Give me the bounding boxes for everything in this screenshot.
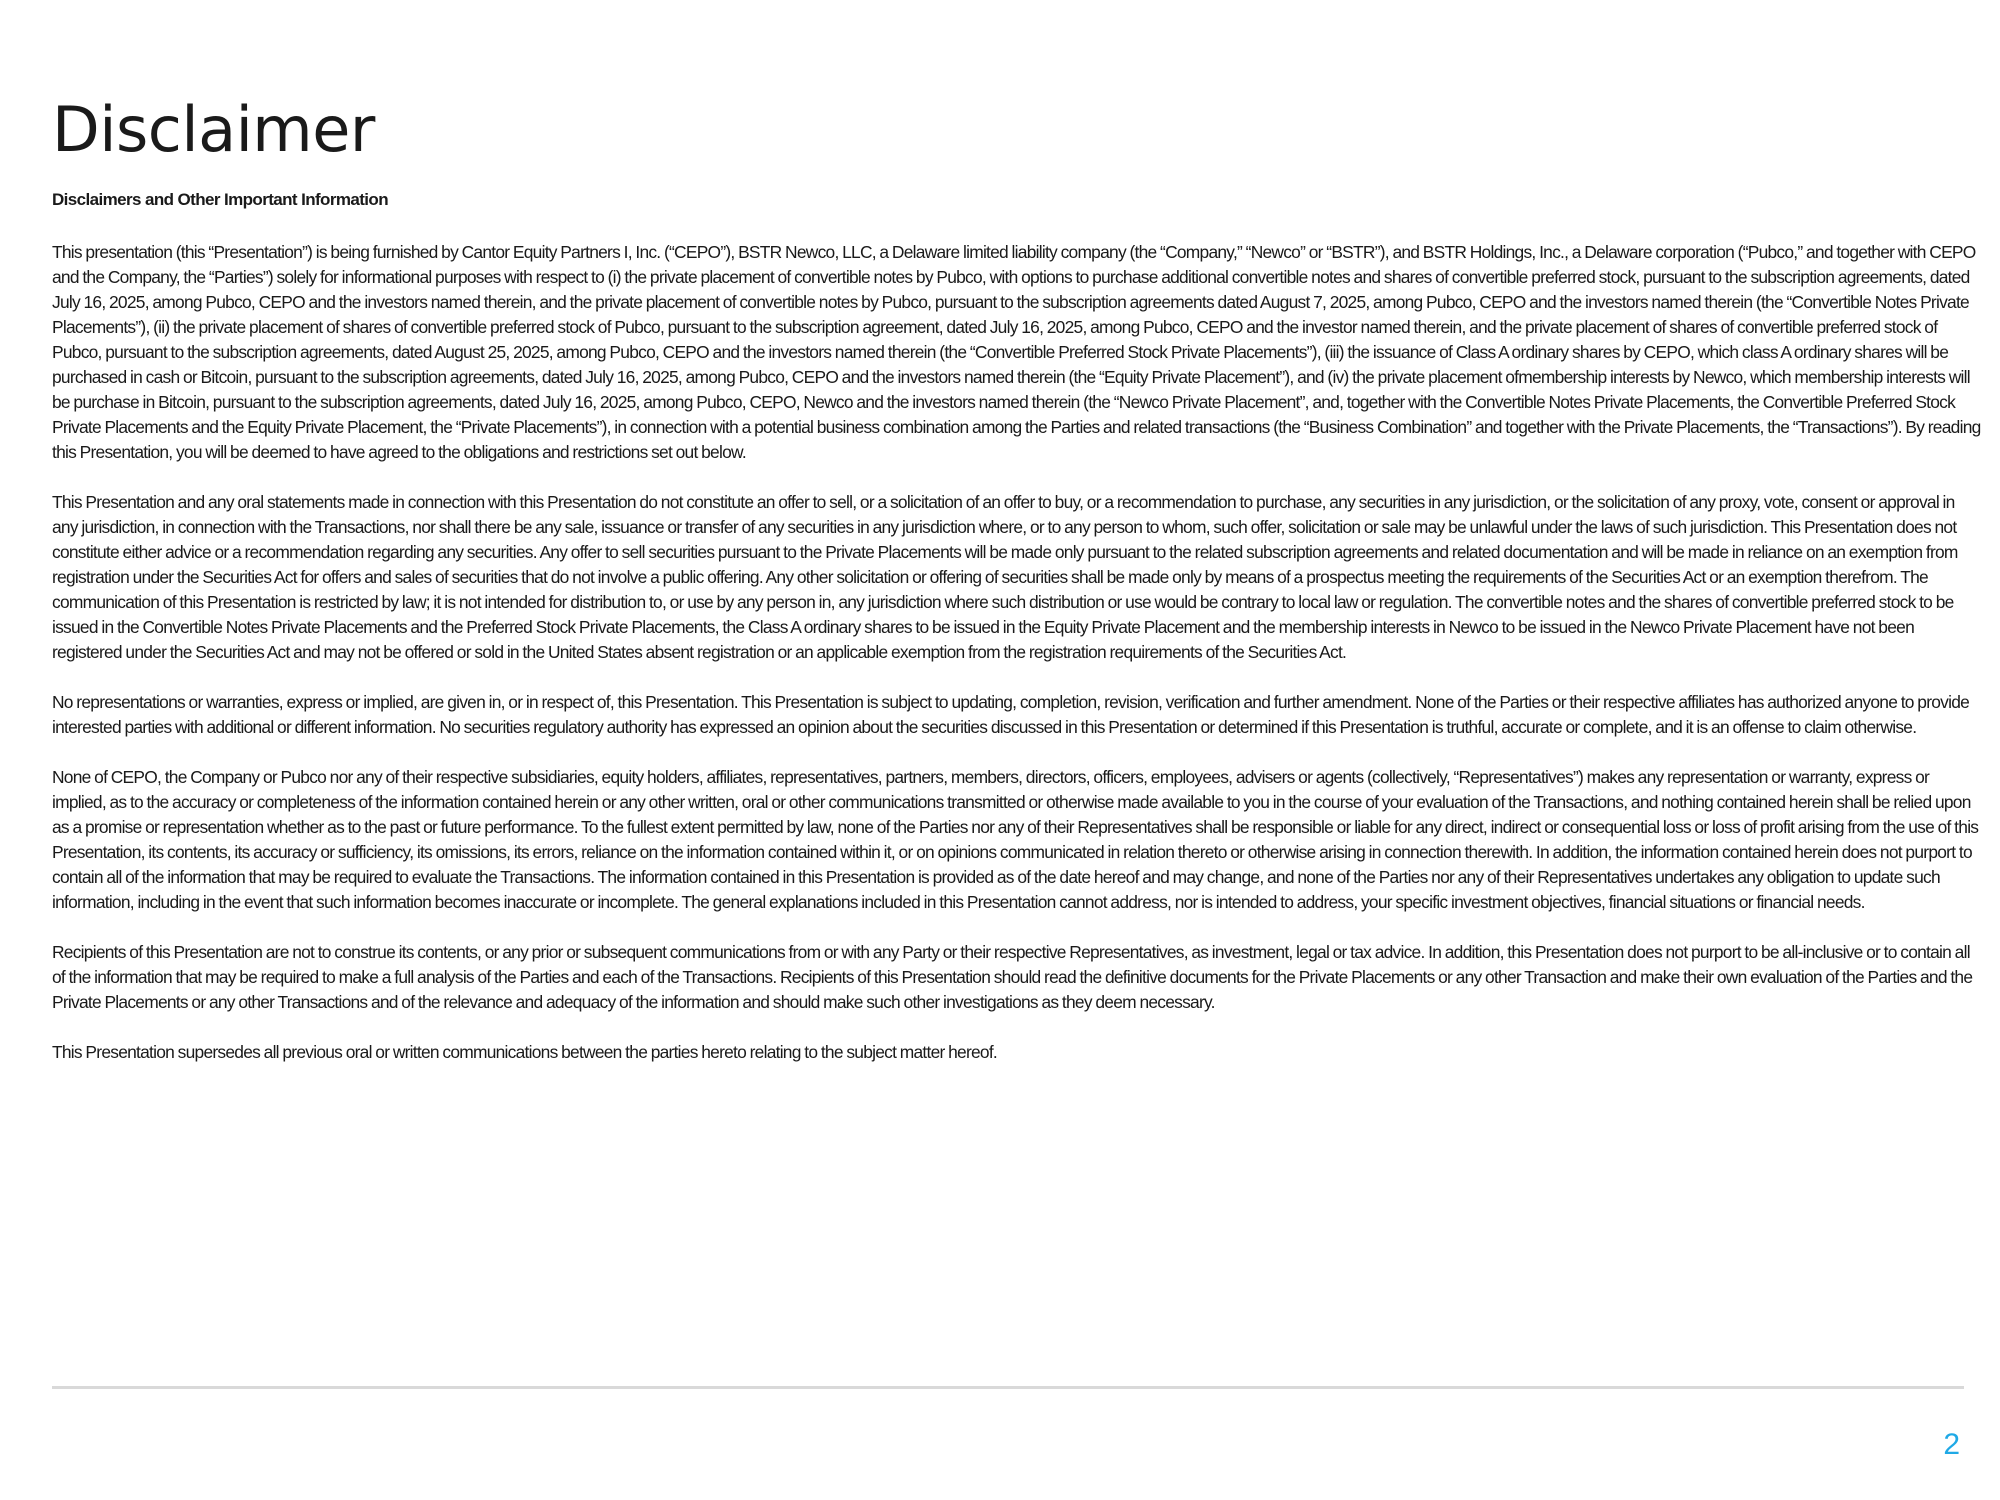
section-heading: Disclaimers and Other Important Information bbox=[52, 190, 388, 209]
paragraph-no-representations: No representations or warranties, express or implied, are given in, or in respect of, this Presentation. This Presentation is subject to updating, completion, revision, verification and further amendment. None of the Parties or their respective affiliates has authorized anyone to provide interested parties with additional or different information. No securities regulatory authority has expressed an opinion about the securities discussed in this Presentation or determined if this Presentation is truthful, accurate or complete, and it is an offense to claim otherwise. bbox=[52, 692, 1970, 737]
disclaimer-body bbox=[52, 240, 1982, 1090]
paragraph-supersedes: This Presentation supersedes all previous oral or written communications between the parties hereto relating to the subject matter hereof. bbox=[52, 1042, 998, 1062]
footer-divider bbox=[52, 1386, 1964, 1389]
paragraph-transactions: This presentation (this “Presentation”) is being furnished by Cantor Equity Partners I, Inc. (“CEPO”), BSTR Newco, LLC, a Delaware limited liability company (the “Company,” “Newco” or “BSTR”), and BSTR Holdings, Inc., a Delaware corporation (“Pubco,” and together with CEPO and the Company, the “Parties”) solely for informational purposes with respect to (i) the private placement of convertible notes by Pubco, with options to purchase additional convertible notes and shares of convertible preferred stock, pursuant to the subscription agreements, dated July 16, 2025, among Pubco, CEPO and the investors named therein, and the private placement of convertible notes by Pubco, pursuant to the subscription agreements dated August 7, 2025, among Pubco, CEPO and the investors named therein (the “Convertible Notes Private Placements”), (ii) the private placement of shares of convertible preferred stock of Pubco, pursuant to the subscription agreement, dated July 16, 2025, among Pubco, CEPO and the investor named therein, and the private placement of shares of convertible preferred stock of Pubco, pursuant to the subscription agreements, dated August 25, 2025, among Pubco, CEPO and the investors named therein (the “Convertible Preferred Stock Private Placements”), (iii) the issuance of Class A ordinary shares by CEPO, which class A ordinary shares will be purchased in cash or Bitcoin, pursuant to the subscription agreements, dated July 16, 2025, among Pubco, CEPO and the investors named therein (the “Equity Private Placement”), and (iv) the private placement ofmembership interests by Newco, which membership interests will be purchase in Bitcoin, pursuant to the subscription agreements, dated July 16, 2025, among Pubco, CEPO, Newco and the investors named therein (the “Newco Private Placement”, and, together with the Convertible Notes Private Placements, the Convertible Preferred Stock Private Placements and the Equity Private Placement, the “Private Placements”), in connection with a potential business combination among the Parties and related transactions (the “Business Combination” and together with the Private Placements, the “Transactions”). By reading this Presentation, you will be deemed to have agreed to the obligations and restrictions set out below. bbox=[52, 242, 1981, 462]
page-title: Disclaimer bbox=[52, 93, 375, 166]
paragraph-no-liability: None of CEPO, the Company or Pubco nor any of their respective subsidiaries, equity holders, affiliates, representatives, partners, members, directors, officers, employees, advisers or agents (collectively, “Representatives”) makes any representation or warranty, express or implied, as to the accuracy or completeness of the information contained herein or any other written, oral or other communications transmitted or otherwise made available to you in the course of your evaluation of the Transactions, and nothing contained herein shall be relied upon as a promise or representation whether as to the past or future performance. To the fullest extent permitted by law, none of the Parties nor any of their Representatives shall be responsible or liable for any direct, indirect or consequential loss or loss of profit arising from the use of this Presentation, its contents, its accuracy or sufficiency, its omissions, its errors, reliance on the information contained within it, or on opinions communicated in relation thereto or otherwise arising in connection therewith. In addition, the information contained herein does not purport to contain all of the information that may be required to evaluate the Transactions. The information contained in this Presentation is provided as of the date hereof and may change, and none of the Parties nor any of their Representatives undertakes any obligation to update such information, including in the event that such information becomes inaccurate or incomplete. The general explanations included in this Presentation cannot address, nor is intended to address, your specific investment objectives, financial situations or financial needs. bbox=[52, 767, 1979, 912]
page-number: 2 bbox=[1943, 1428, 1960, 1461]
paragraph-not-advice: Recipients of this Presentation are not to construe its contents, or any prior or subsequent communications from or with any Party or their respective Representatives, as investment, legal or tax advice. In addition, this Presentation does not purport to be all-inclusive or to contain all of the information that may be required to make a full analysis of the Parties and each of the Transactions. Recipients of this Presentation should read the definitive documents for the Private Placements or any other Transaction and make their own evaluation of the Parties and the Private Placements or any other Transactions and of the relevance and adequacy of the information and should make such other investigations as they deem necessary. bbox=[52, 942, 1973, 1012]
paragraph-no-offer: This Presentation and any oral statements made in connection with this Presentation do not constitute an offer to sell, or a solicitation of an offer to buy, or a recommendation to purchase, any securities in any jurisdiction, or the solicitation of any proxy, vote, consent or approval in any jurisdiction, in connection with the Transactions, nor shall there be any sale, issuance or transfer of any securities in any jurisdiction where, or to any person to whom, such offer, solicitation or sale may be unlawful under the laws of such jurisdiction. This Presentation does not constitute either advice or a recommendation regarding any securities. Any offer to sell securities pursuant to the Private Placements will be made only pursuant to the related subscription agreements and related documentation and will be made in reliance on an exemption from registration under the Securities Act for offers and sales of securities that do not involve a public offering. Any other solicitation or offering of securities shall be made only by means of a prospectus meeting the requirements of the Securities Act or an exemption therefrom. The communication of this Presentation is restricted by law; it is not intended for distribution to, or use by any person in, any jurisdiction where such distribution or use would be contrary to local law or regulation. The convertible notes and the shares of convertible preferred stock to be issued in the Convertible Notes Private Placements and the Preferred Stock Private Placements, the Class A ordinary shares to be issued in the Equity Private Placement and the membership interests in Newco to be issued in the Newco Private Placement have not been registered under the Securities Act and may not be offered or sold in the United States absent registration or an applicable exemption from the registration requirements of the Securities Act. bbox=[52, 492, 1958, 662]
